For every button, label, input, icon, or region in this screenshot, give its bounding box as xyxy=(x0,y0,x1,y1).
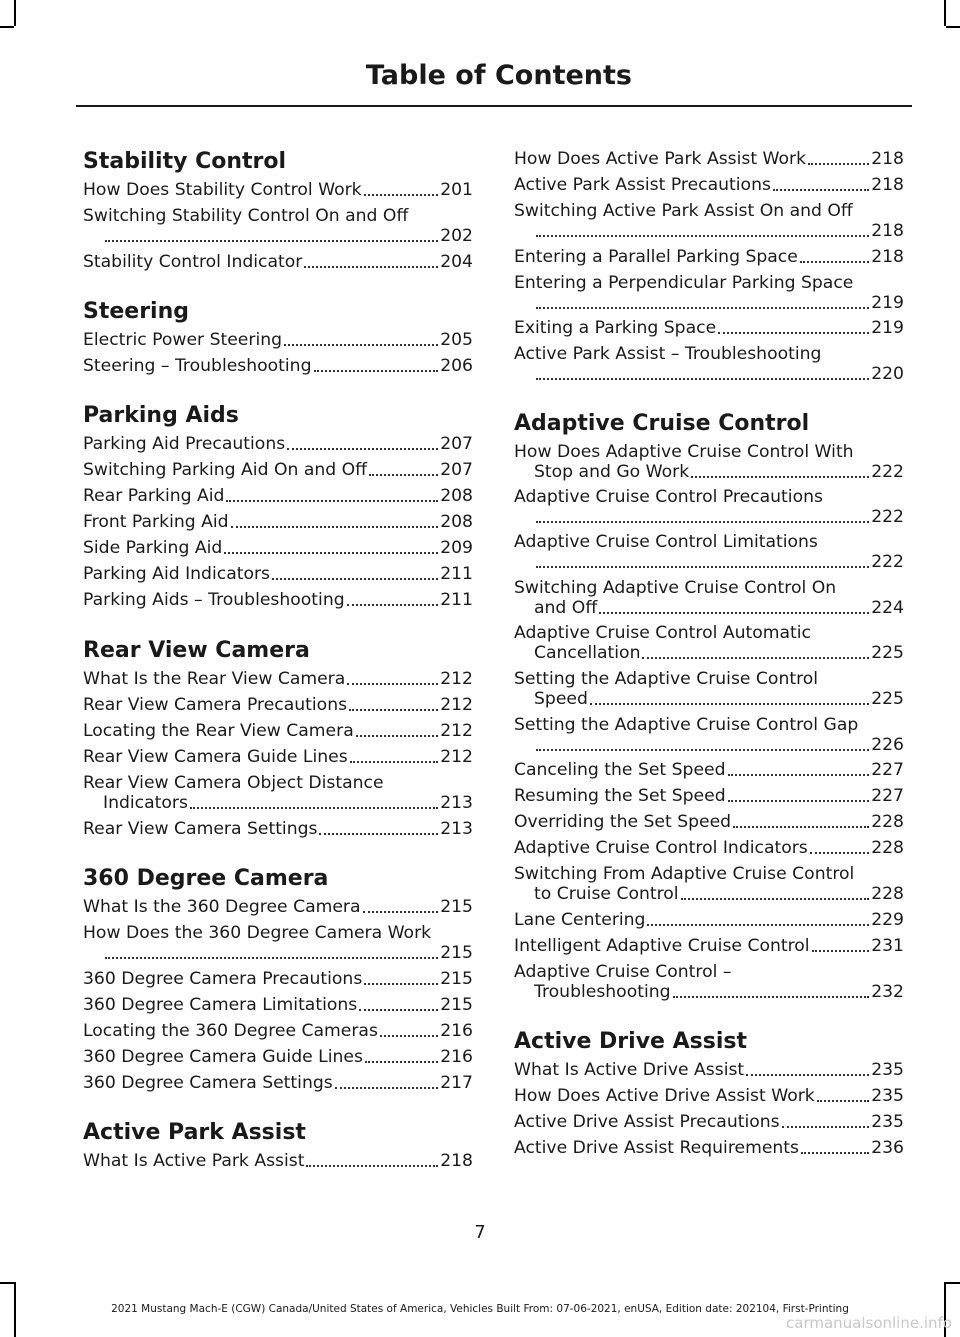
dot-leader xyxy=(691,476,869,478)
toc-entry-title: Parking Aids – Troubleshooting xyxy=(83,590,345,610)
toc-entry-page: 235 xyxy=(871,1112,904,1132)
toc-entry-title: Parking Aid Indicators xyxy=(83,564,270,584)
toc-entry-page: 211 xyxy=(440,564,473,584)
dot-leader xyxy=(642,657,869,659)
toc-entry-title: Locating the Rear View Camera xyxy=(83,721,354,741)
toc-entry-title: Setting the Adaptive Cruise Control Gap xyxy=(514,715,859,735)
toc-entry[interactable] xyxy=(514,936,904,956)
dot-leader xyxy=(746,1074,869,1076)
dot-leader xyxy=(812,950,870,952)
dot-leader xyxy=(359,1009,438,1011)
toc-entry-title: How Does Active Park Assist Work xyxy=(514,149,807,169)
toc-entry[interactable] xyxy=(83,721,473,741)
toc-entry[interactable] xyxy=(83,252,473,272)
toc-entry-title: Active Park Assist – Troubleshooting xyxy=(514,344,822,364)
dot-leader xyxy=(287,448,438,450)
toc-entry-title: Intelligent Adaptive Cruise Control xyxy=(514,936,810,956)
toc-entry-page: 236 xyxy=(871,1138,904,1158)
header-rule xyxy=(76,105,912,107)
toc-entry-page: 204 xyxy=(440,252,473,272)
toc-entry[interactable] xyxy=(83,773,473,813)
dot-leader xyxy=(728,774,870,776)
dot-leader xyxy=(536,566,869,568)
footer-edition-info: 2021 Mustang Mach-E (CGW) Canada/United States of America, Vehicles Built From: 07-06-2021, enUSA, Edition date: 202104, First-Printing xyxy=(111,1303,849,1315)
dot-leader xyxy=(536,521,869,523)
toc-entry[interactable] xyxy=(83,434,473,454)
toc-entry-page: 226 xyxy=(871,735,904,755)
toc-entry-title: Front Parking Aid xyxy=(83,512,229,532)
dot-leader xyxy=(808,163,869,165)
toc-entry-title: 360 Degree Camera Limitations xyxy=(83,995,358,1015)
toc-entry-page: 216 xyxy=(440,1047,473,1067)
dot-leader xyxy=(536,378,869,380)
toc-entry-page: 217 xyxy=(440,1073,473,1093)
toc-entry[interactable] xyxy=(83,1047,473,1067)
dot-leader xyxy=(681,898,870,900)
dot-leader xyxy=(536,749,869,751)
dot-leader xyxy=(364,194,439,196)
toc-entry-title: What Is Active Drive Assist xyxy=(514,1060,745,1080)
toc-entry-title: 360 Degree Camera Precautions xyxy=(83,969,363,989)
toc-entry-page: 228 xyxy=(871,838,904,858)
dot-leader xyxy=(380,1035,438,1037)
toc-entry[interactable] xyxy=(514,838,904,858)
toc-entry[interactable] xyxy=(83,206,473,246)
toc-entry-title: How Does Adaptive Cruise Control With xyxy=(514,442,854,462)
toc-entry-title: Active Park Assist Precautions xyxy=(514,175,771,195)
toc-entry-page: 218 xyxy=(871,149,904,169)
toc-entry-title: Lane Centering xyxy=(514,910,646,930)
toc-entry-title: What Is Active Park Assist xyxy=(83,1151,305,1171)
toc-entry[interactable] xyxy=(83,486,473,506)
toc-entry-page: 231 xyxy=(871,936,904,956)
toc-entry[interactable] xyxy=(83,897,473,917)
toc-entry-page: 225 xyxy=(871,643,904,663)
toc-entry-page: 222 xyxy=(871,507,904,527)
section-heading: Active Park Assist xyxy=(83,1120,306,1145)
toc-entry-title: 360 Degree Camera Guide Lines xyxy=(83,1047,363,1067)
toc-entry-title: Switching Adaptive Cruise Control On xyxy=(514,578,837,598)
toc-entry-title: Rear View Camera Guide Lines xyxy=(83,747,348,767)
toc-entry[interactable] xyxy=(83,538,473,558)
toc-entry[interactable] xyxy=(514,910,904,930)
toc-entry-page: 202 xyxy=(440,226,473,246)
toc-entry[interactable] xyxy=(514,669,904,709)
toc-entry[interactable] xyxy=(514,247,904,267)
toc-entry-title: Side Parking Aid xyxy=(83,538,223,558)
crop-mark xyxy=(0,26,14,28)
toc-entry-title: What Is the 360 Degree Camera xyxy=(83,897,361,917)
toc-entry[interactable] xyxy=(514,760,904,780)
dot-leader xyxy=(224,552,438,554)
toc-entry-title: Entering a Parallel Parking Space xyxy=(514,247,798,267)
toc-entry-page: 218 xyxy=(871,221,904,241)
toc-entry-title: Exiting a Parking Space xyxy=(514,318,717,338)
section-heading: Active Drive Assist xyxy=(514,1029,747,1054)
toc-entry-title: Active Drive Assist Precautions xyxy=(514,1112,780,1132)
toc-entry-page: 216 xyxy=(440,1021,473,1041)
toc-entry[interactable] xyxy=(83,460,473,480)
dot-leader xyxy=(304,266,438,268)
toc-entry[interactable] xyxy=(514,962,904,1002)
section-heading: 360 Degree Camera xyxy=(83,866,329,891)
toc-entry[interactable] xyxy=(83,995,473,1015)
crop-mark xyxy=(946,1282,960,1284)
toc-entry[interactable] xyxy=(514,149,904,169)
toc-entry[interactable] xyxy=(514,1086,904,1106)
toc-entry[interactable] xyxy=(514,578,904,618)
crop-mark xyxy=(944,0,946,26)
toc-entry[interactable] xyxy=(514,175,904,195)
dot-leader xyxy=(782,1126,870,1128)
dot-leader xyxy=(349,709,438,711)
toc-entry-title: Rear View Camera Settings xyxy=(83,819,318,839)
toc-entry-page: 213 xyxy=(440,819,473,839)
toc-entry-title: Adaptive Cruise Control Indicators xyxy=(514,838,808,858)
dot-leader xyxy=(599,612,869,614)
toc-entry-title: Rear View Camera Object Distance xyxy=(83,773,384,793)
section-heading: Steering xyxy=(83,299,190,324)
toc-entry-title: Rear Parking Aid xyxy=(83,486,225,506)
dot-leader xyxy=(733,826,869,828)
toc-entry-page: 215 xyxy=(440,943,473,963)
toc-entry-page: 206 xyxy=(440,356,473,376)
dot-leader xyxy=(536,307,869,309)
toc-entry-title-continued: to Cruise Control xyxy=(534,884,679,904)
crop-mark xyxy=(14,0,16,26)
toc-entry-page: 207 xyxy=(440,460,473,480)
toc-entry-page: 208 xyxy=(440,486,473,506)
toc-entry-title-continued: Speed xyxy=(534,689,588,709)
dot-leader xyxy=(105,957,438,959)
toc-entry-title: Canceling the Set Speed xyxy=(514,760,726,780)
toc-entry-title: Adaptive Cruise Control – xyxy=(514,962,732,982)
toc-entry-title: Switching Active Park Assist On and Off xyxy=(514,201,853,221)
section-heading: Adaptive Cruise Control xyxy=(514,411,810,436)
dot-leader xyxy=(773,189,869,191)
toc-entry[interactable] xyxy=(83,819,473,839)
toc-entry-page: 220 xyxy=(871,364,904,384)
toc-entry-title: What Is the Rear View Camera xyxy=(83,669,346,689)
toc-entry-title: Parking Aid Precautions xyxy=(83,434,286,454)
toc-entry[interactable] xyxy=(83,669,473,689)
toc-entry[interactable] xyxy=(514,273,904,313)
toc-entry-page: 201 xyxy=(440,180,473,200)
toc-entry-page: 209 xyxy=(440,538,473,558)
toc-entry-title: Setting the Adaptive Cruise Control xyxy=(514,669,819,689)
dot-leader xyxy=(314,370,439,372)
toc-entry-page: 212 xyxy=(440,695,473,715)
page-title: Table of Contents xyxy=(365,60,632,91)
toc-entry[interactable] xyxy=(514,442,904,482)
dot-leader xyxy=(728,800,870,802)
toc-entry-page: 212 xyxy=(440,669,473,689)
dot-leader xyxy=(350,761,439,763)
toc-entry-page: 222 xyxy=(871,462,904,482)
toc-entry-page: 215 xyxy=(440,897,473,917)
toc-entry[interactable] xyxy=(83,180,473,200)
section-heading: Parking Aids xyxy=(83,403,239,428)
toc-entry-page: 235 xyxy=(871,1086,904,1106)
crop-mark xyxy=(946,26,960,28)
dot-leader xyxy=(231,526,439,528)
toc-entry-title-continued: Stop and Go Work xyxy=(534,462,690,482)
toc-entry-title: Adaptive Cruise Control Automatic xyxy=(514,623,811,643)
toc-entry-title: Adaptive Cruise Control Limitations xyxy=(514,532,818,552)
toc-entry-title: How Does Active Drive Assist Work xyxy=(514,1086,815,1106)
toc-entry[interactable] xyxy=(83,330,473,350)
toc-entry[interactable] xyxy=(514,1138,904,1158)
toc-entry-page: 208 xyxy=(440,512,473,532)
dot-leader xyxy=(347,604,439,606)
toc-entry-page: 229 xyxy=(871,910,904,930)
toc-entry-page: 219 xyxy=(871,293,904,313)
toc-entry-page: 228 xyxy=(871,884,904,904)
toc-entry-title: 360 Degree Camera Settings xyxy=(83,1073,333,1093)
dot-leader xyxy=(365,1061,438,1063)
toc-entry-page: 232 xyxy=(871,982,904,1002)
dot-leader xyxy=(105,240,438,242)
toc-entry-title: Active Drive Assist Requirements xyxy=(514,1138,800,1158)
page-number: 7 xyxy=(474,1222,486,1243)
toc-entry-page: 224 xyxy=(871,598,904,618)
toc-entry-title: Switching From Adaptive Cruise Control xyxy=(514,864,855,884)
toc-entry-page: 228 xyxy=(871,812,904,832)
toc-entry[interactable] xyxy=(83,1151,473,1171)
dot-leader xyxy=(800,261,869,263)
toc-entry-title: Electric Power Steering xyxy=(83,330,283,350)
toc-entry[interactable] xyxy=(83,356,473,376)
toc-entry-title: Switching Stability Control On and Off xyxy=(83,206,409,226)
toc-entry-page: 235 xyxy=(871,1060,904,1080)
toc-entry-page: 222 xyxy=(871,552,904,572)
dot-leader xyxy=(356,735,438,737)
toc-entry[interactable] xyxy=(514,318,904,338)
dot-leader xyxy=(335,1087,438,1089)
dot-leader xyxy=(810,852,869,854)
toc-entry[interactable] xyxy=(83,695,473,715)
toc-entry[interactable] xyxy=(514,623,904,663)
toc-entry-page: 227 xyxy=(871,760,904,780)
toc-entry-page: 211 xyxy=(440,590,473,610)
toc-entry-title-continued: Cancellation xyxy=(534,643,641,663)
toc-entry-title: Overriding the Set Speed xyxy=(514,812,732,832)
toc-entry[interactable] xyxy=(514,344,904,384)
toc-entry[interactable] xyxy=(83,1073,473,1093)
dot-leader xyxy=(347,683,438,685)
dot-leader xyxy=(364,983,438,985)
toc-entry[interactable] xyxy=(83,969,473,989)
toc-entry-page: 212 xyxy=(440,747,473,767)
toc-entry-title-continued: Troubleshooting xyxy=(534,982,671,1002)
dot-leader xyxy=(590,703,869,705)
toc-entry-title-continued: Indicators xyxy=(103,793,188,813)
toc-entry-title: Adaptive Cruise Control Precautions xyxy=(514,487,823,507)
toc-entry-title-continued: and Off xyxy=(534,598,598,618)
toc-entry[interactable] xyxy=(83,747,473,767)
toc-entry-title: Switching Parking Aid On and Off xyxy=(83,460,368,480)
section-heading: Rear View Camera xyxy=(83,638,310,663)
toc-entry[interactable] xyxy=(514,715,904,755)
toc-entry-title: Locating the 360 Degree Cameras xyxy=(83,1021,378,1041)
toc-entry-title: How Does Stability Control Work xyxy=(83,180,362,200)
toc-entry-page: 213 xyxy=(440,793,473,813)
toc-entry-page: 215 xyxy=(440,995,473,1015)
toc-entry-title: Resuming the Set Speed xyxy=(514,786,726,806)
toc-entry-title: Steering – Troubleshooting xyxy=(83,356,312,376)
dot-leader xyxy=(369,474,438,476)
watermark: carmanualsonline.info xyxy=(786,1314,952,1332)
toc-entry[interactable] xyxy=(514,532,904,572)
toc-entry-page: 205 xyxy=(440,330,473,350)
toc-entry-page: 225 xyxy=(871,689,904,709)
toc-entry-title: How Does the 360 Degree Camera Work xyxy=(83,923,432,943)
toc-entry-page: 218 xyxy=(440,1151,473,1171)
toc-entry-page: 227 xyxy=(871,786,904,806)
dot-leader xyxy=(284,344,438,346)
toc-entry[interactable] xyxy=(514,487,904,527)
dot-leader xyxy=(647,924,869,926)
section-heading: Stability Control xyxy=(83,149,287,174)
toc-entry[interactable] xyxy=(514,812,904,832)
toc-entry-title: Entering a Perpendicular Parking Space xyxy=(514,273,854,293)
dot-leader xyxy=(363,911,439,913)
toc-entry-title: Rear View Camera Precautions xyxy=(83,695,348,715)
dot-leader xyxy=(817,1100,869,1102)
dot-leader xyxy=(306,1165,438,1167)
toc-entry[interactable] xyxy=(83,564,473,584)
dot-leader xyxy=(801,1152,869,1154)
dot-leader xyxy=(536,235,869,237)
dot-leader xyxy=(272,578,438,580)
dot-leader xyxy=(190,807,438,809)
toc-entry[interactable] xyxy=(514,864,904,904)
toc-entry[interactable] xyxy=(514,786,904,806)
toc-entry-title: Stability Control Indicator xyxy=(83,252,303,272)
toc-entry[interactable] xyxy=(514,1112,904,1132)
dot-leader xyxy=(319,833,438,835)
toc-entry[interactable] xyxy=(83,512,473,532)
dot-leader xyxy=(226,500,438,502)
crop-mark xyxy=(0,1282,14,1284)
toc-entry[interactable] xyxy=(83,1021,473,1041)
dot-leader xyxy=(673,996,870,998)
toc-entry-page: 218 xyxy=(871,175,904,195)
toc-entry[interactable] xyxy=(514,1060,904,1080)
toc-entry-page: 207 xyxy=(440,434,473,454)
toc-entry[interactable] xyxy=(83,923,473,963)
toc-entry-page: 218 xyxy=(871,247,904,267)
toc-entry[interactable] xyxy=(514,201,904,241)
toc-entry-page: 212 xyxy=(440,721,473,741)
toc-entry-page: 215 xyxy=(440,969,473,989)
toc-entry-page: 219 xyxy=(871,318,904,338)
dot-leader xyxy=(718,332,869,334)
toc-entry[interactable] xyxy=(83,590,473,610)
